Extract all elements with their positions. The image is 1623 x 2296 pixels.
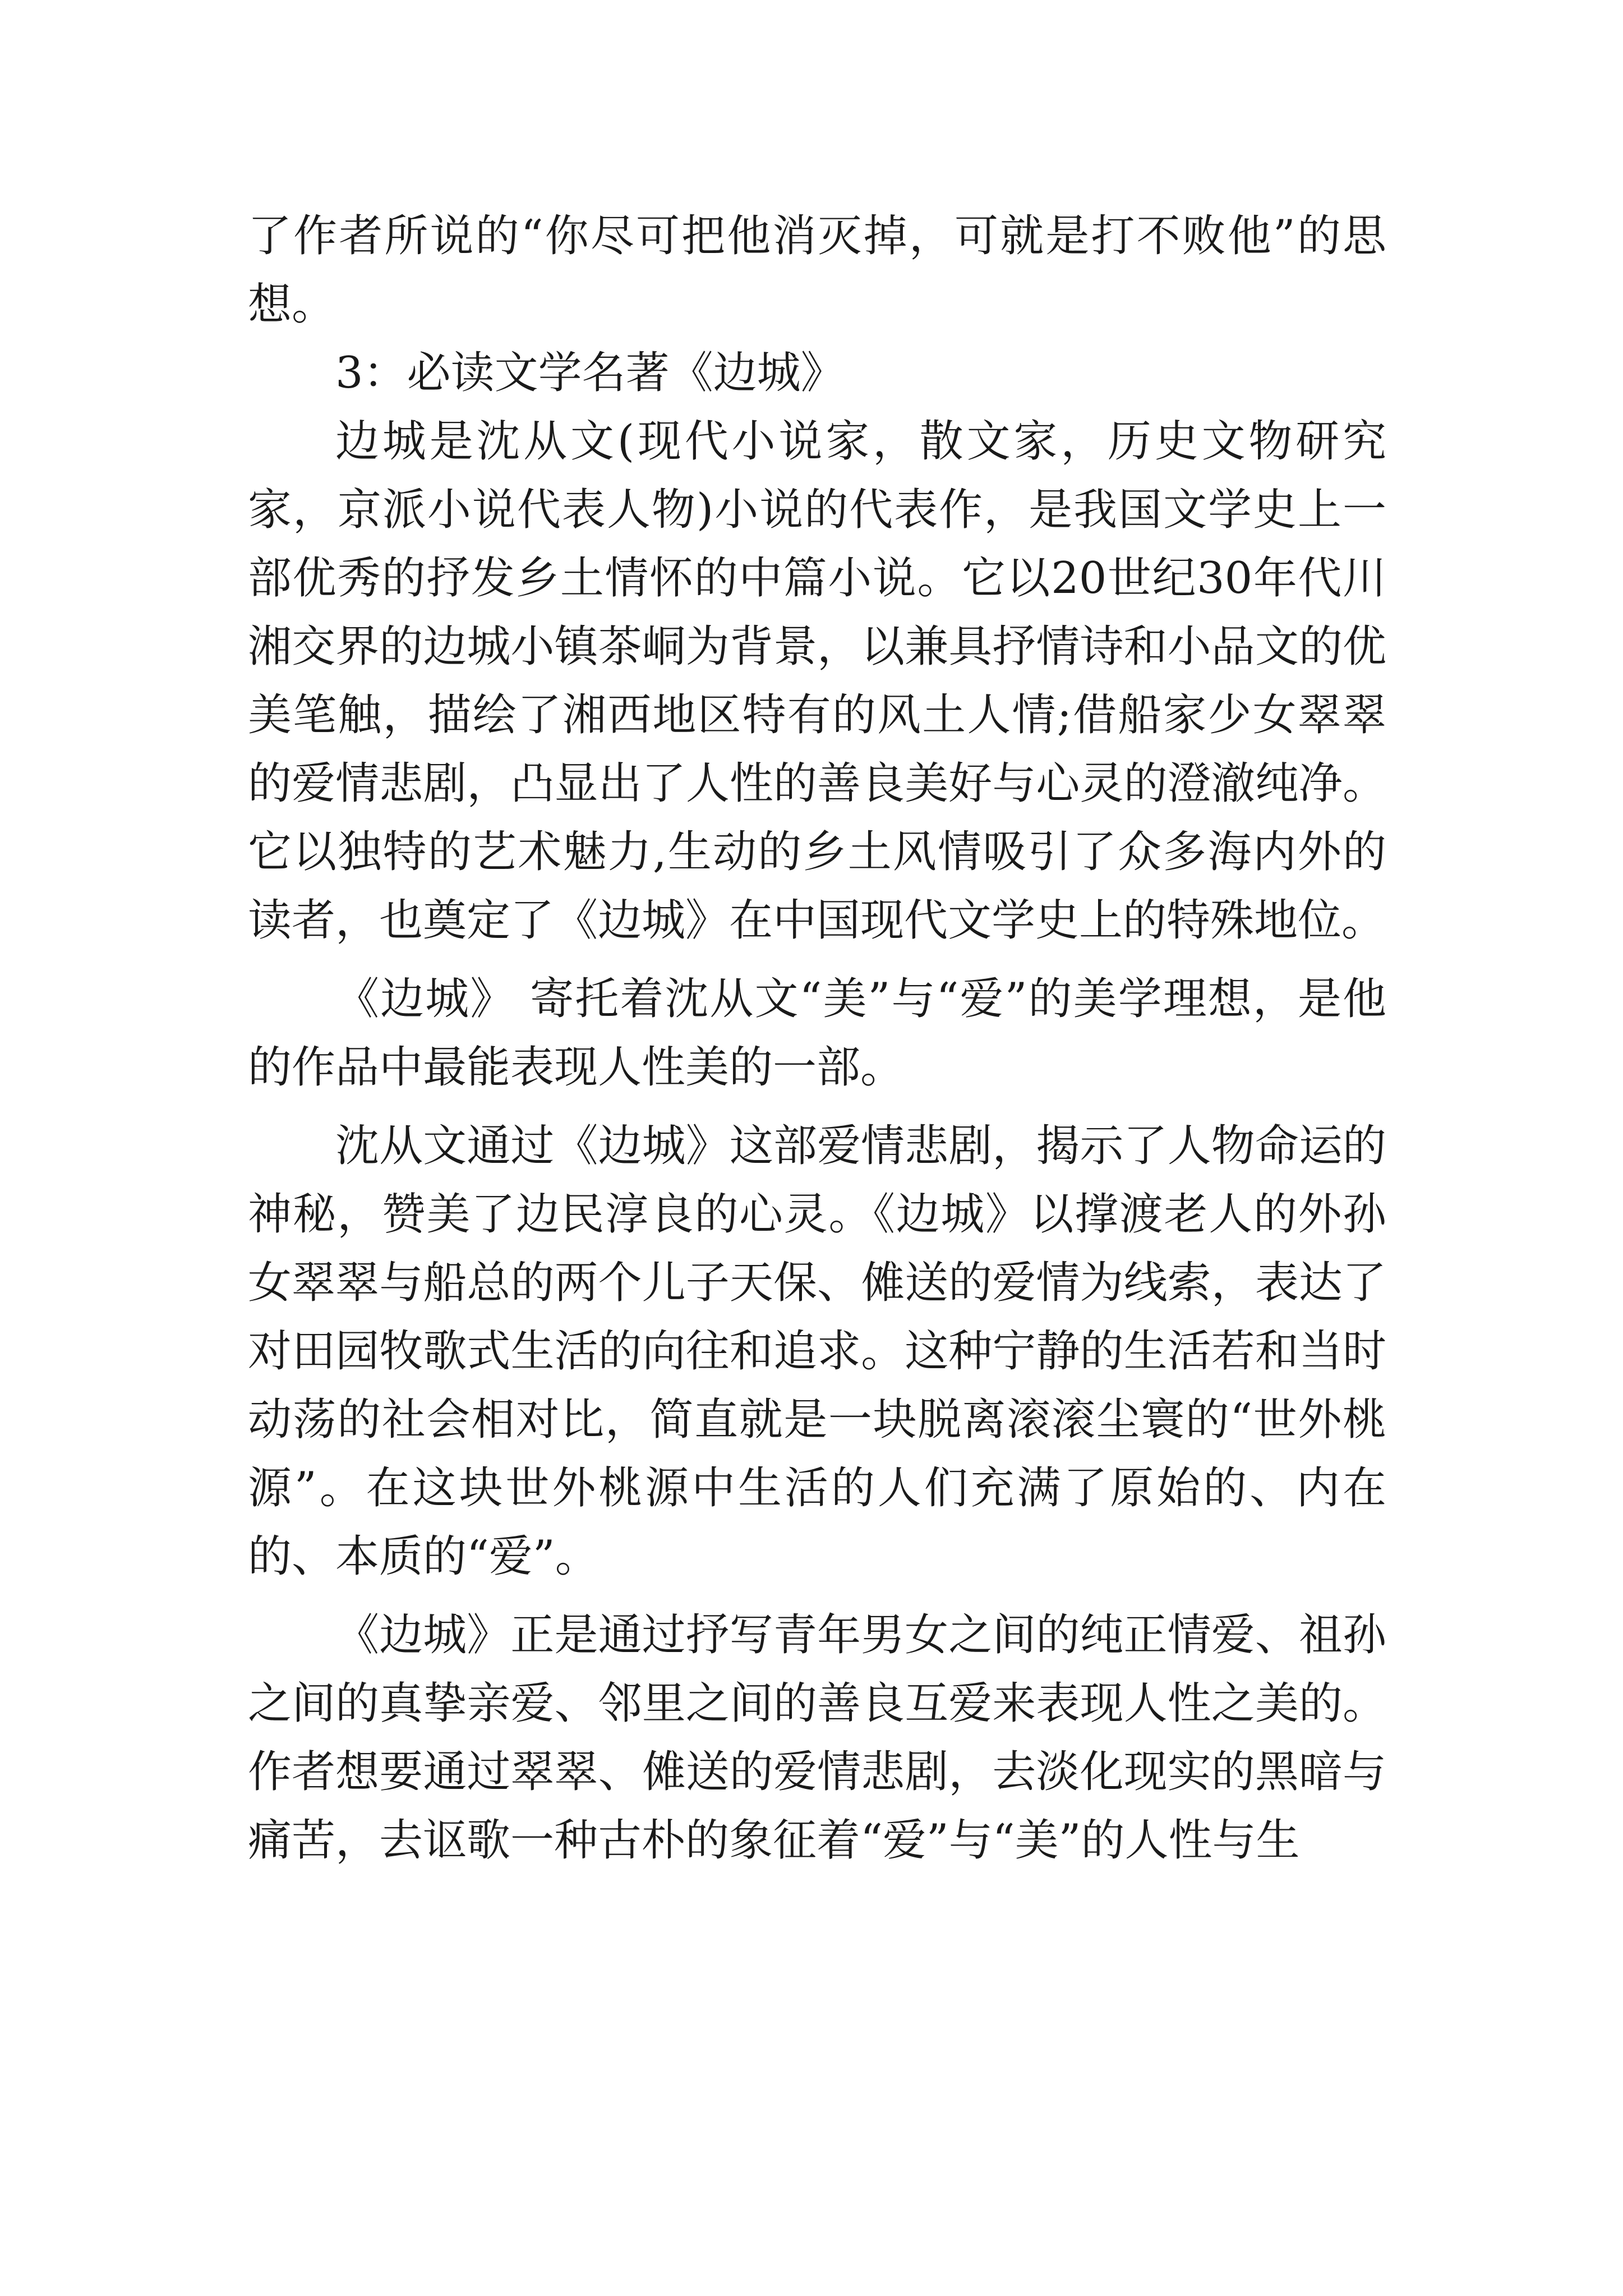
- section-heading: 3：必读文学名著《边城》: [335, 348, 845, 398]
- paragraph-theme: 沈从文通过《边城》这部爱情悲剧，揭示了人物命运的神秘，赞美了边民淳良的心灵。《边城》以撑渡老人的外孙女翠翠与船总的两个儿子天保、傩送的爱情为线索，表达了对田园牧歌式生活的向往和追求。这种宁静的生活若和当时动荡的社会相对比，简直就是一块脱离滚滚尘寰的“世外桃源”。在这块世外桃源中生活的人们充满了原始的、内在的、本质的“爱”。: [248, 1121, 1386, 1582]
- paragraph-ideal: 《边城》 寄托着沈从文“美”与“爱”的美学理想，是他的作品中最能表现人性美的一部。: [248, 974, 1386, 1093]
- paragraph-love: 《边城》正是通过抒写青年男女之间的纯正情爱、祖孙之间的真挚亲爱、邻里之间的善良互爱来表现人性之美的。作者想要通过翠翠、傩送的爱情悲剧，去淡化现实的黑暗与痛苦，去讴歌一种古朴的象征着“爱”与“美”的人性与生: [248, 1610, 1386, 1866]
- document-body: [248, 202, 1386, 1875]
- paragraph-continuation: 了作者所说的“你尽可把他消灭掉，可就是打不败他”的思想。: [248, 211, 1386, 330]
- paragraph-intro: 边城是沈从文(现代小说家，散文家，历史文物研究家，京派小说代表人物)小说的代表作，是我国文学史上一部优秀的抒发乡土情怀的中篇小说。它以20世纪30年代川湘交界的边城小镇茶峒为背景，以兼具抒情诗和小品文的优美笔触，描绘了湘西地区特有的风土人情;借船家少女翠翠的爱情悲剧，凸显出了人性的善良美好与心灵的澄澈纯净。它以独特的艺术魅力,生动的乡土风情吸引了众多海内外的读者，也奠定了《边城》在中国现代文学史上的特殊地位。: [248, 416, 1386, 946]
